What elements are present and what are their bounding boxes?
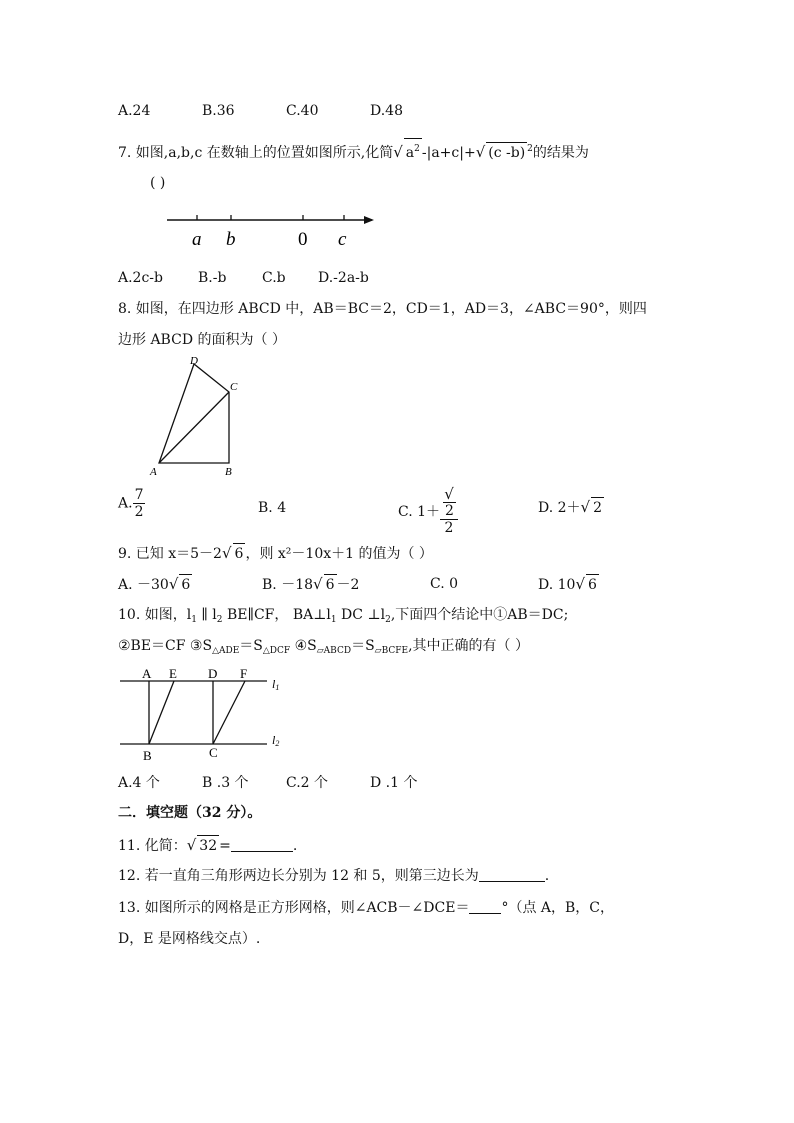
q9-option-a [118, 574, 192, 595]
q6-option-d: D.48 [370, 103, 403, 119]
q9-optB-tail: －2 [336, 577, 360, 593]
sub-ade: △ADE [212, 646, 240, 656]
q7-rad1: a [405, 145, 415, 161]
l1-sub: 1 [275, 683, 280, 692]
q8-option-c [398, 486, 458, 536]
label-e: E [169, 666, 177, 681]
sqrt-sign: √ [580, 498, 591, 516]
q8-option-d [538, 497, 604, 518]
q6-option-a: A.24 [118, 103, 151, 119]
q10-l1-b: ∥ l [196, 607, 217, 623]
denominator: 2 [444, 520, 454, 536]
label-a: A [150, 466, 157, 478]
q11-answer-blank[interactable] [231, 837, 293, 852]
q12-stem [118, 866, 549, 886]
l2-sub: 2 [275, 739, 280, 748]
denominator: 2 [134, 504, 144, 520]
q11-eq: = [219, 838, 231, 854]
radicand: 6 [179, 574, 192, 595]
sqrt-sign: √ [168, 575, 179, 593]
axis-arrow [364, 216, 374, 224]
sub-2: 2 [216, 615, 223, 625]
radicand: 2 [445, 503, 454, 519]
q9-option-d [538, 574, 599, 595]
label-a: A [142, 666, 152, 681]
sub-2: 2 [385, 615, 391, 625]
diagonal-ac [159, 392, 229, 463]
q9-option-b [262, 574, 359, 595]
q9-optD-text: D. 10 [538, 577, 576, 593]
sub-dcf: △DCF [262, 646, 291, 656]
sqrt-sign: √ [393, 143, 403, 161]
q10-stem-line2 [118, 636, 529, 661]
q10-option-c: C.2 个 [286, 775, 329, 791]
q10-l1-d: DC ⊥l [336, 607, 386, 623]
label-c: C [230, 381, 238, 393]
q9-optB-text: B. －18 [262, 577, 314, 593]
q7-answer-paren: ( ) [150, 175, 166, 191]
sqrt-sign: √ [475, 143, 486, 161]
q10-l1-c: BE∥CF， BA⊥l [222, 607, 331, 623]
q13-l1-a: 13. 如图所示的网格是正方形网格，则∠ACB－∠DCE＝ [118, 900, 470, 916]
q7-stem [118, 138, 589, 163]
q8-stem-line1: 8. 如图，在四边形 ABCD 中，AB＝BC＝2，CD＝1，AD＝3，∠ABC＝90°，则四 [118, 301, 647, 317]
q12-stem-text: 12. 若一直角三角形两边长分别为 12 和 5，则第三边长为 [118, 868, 479, 884]
sub-1: 1 [191, 615, 197, 625]
q6-option-c: C.40 [286, 103, 319, 119]
q10-l2-c: ④S [290, 638, 317, 654]
label-d: D [208, 666, 218, 681]
sub-abcd: ▱ABCD [316, 646, 352, 656]
section-2-heading: 二．填空题（32 分）。 [118, 805, 262, 821]
q10-l2-b: ＝S [239, 638, 263, 654]
label-f: F [240, 666, 248, 681]
label-l1 [272, 677, 279, 692]
q7-radicand-2 [486, 142, 527, 163]
q10-option-d: D .1 个 [370, 775, 418, 791]
q8-optA-prefix: A. [118, 495, 133, 512]
label-c: C [209, 745, 218, 760]
q7-stem-text: 7. 如图,a,b,c 在数轴上的位置如图所示,化简 [118, 145, 394, 161]
q13-answer-blank[interactable] [469, 899, 501, 914]
q7-exp2: 2 [527, 144, 533, 154]
q12-end: . [544, 868, 550, 884]
quadrilateral-abcd [159, 364, 229, 463]
sub-1: 1 [330, 615, 337, 625]
q7-number-line [160, 208, 385, 254]
q7-option-c: C.b [262, 270, 286, 286]
segment-cf [213, 681, 245, 744]
q8-optD-prefix: D. 2＋ [538, 500, 581, 516]
radicand: 32 [197, 835, 219, 856]
q13-l1-b: °（点 A，B，C， [501, 900, 615, 916]
q7-stem-end: 的结果为 [532, 145, 589, 161]
q10-l2-d: ＝S [351, 638, 375, 654]
label-d: D [190, 355, 198, 367]
label-0: 0 [298, 229, 308, 250]
q10-l2-a: ②BE＝CF ③S [118, 638, 213, 654]
q7-mid: -|a+c|+ [421, 145, 476, 161]
radicand: 6 [233, 543, 246, 564]
q11-stem-a: 11. 化简： [118, 838, 187, 854]
q6-option-b: B.36 [202, 103, 235, 119]
q10-stem-line1 [118, 605, 568, 630]
q9-stem-b: ，则 x²－10x＋1 的值为（ ） [245, 546, 433, 562]
q8-optC-prefix: C. 1＋ [398, 504, 441, 520]
fraction [440, 486, 458, 536]
q7-exp1: 2 [414, 144, 420, 154]
label-b: b [226, 229, 236, 250]
l1-letter: l [272, 677, 276, 691]
sqrt-sign: √ [186, 836, 197, 854]
q7-option-a: A.2c-b [118, 270, 164, 286]
sub-bcfe: ▱BCFE [374, 646, 409, 656]
q12-answer-blank[interactable] [479, 867, 545, 882]
q10-l1-e: ,下面四个结论中①AB＝DC; [390, 607, 569, 623]
q10-l1-a: 10. 如图，l [118, 607, 192, 623]
sqrt-sign: √ [575, 575, 586, 593]
radicand: 2 [591, 497, 604, 518]
sqrt-sign: √ [313, 575, 323, 593]
q13-stem-line2: D，E 是网格线交点）. [118, 931, 261, 947]
radicand: 6 [324, 574, 337, 595]
q10-l2-e: ,其中正确的有（ ） [408, 638, 529, 654]
label-c: c [338, 229, 347, 250]
radicand: 6 [586, 574, 599, 595]
q8-option-b: B. 4 [258, 500, 287, 516]
numerator: 7 [134, 487, 144, 503]
sqrt-sign: √ [444, 485, 454, 503]
sqrt-sign: √ [221, 544, 232, 562]
q8-quadrilateral-figure [148, 352, 248, 478]
q8-stem-line2: 边形 ABCD 的面积为（ ） [118, 332, 286, 348]
q9-stem [118, 543, 433, 564]
q9-stem-a: 9. 已知 x＝5－2 [118, 546, 222, 562]
q7-option-b: B.-b [198, 270, 227, 286]
q10-option-a: A.4 个 [118, 775, 160, 791]
l2-letter: l [272, 733, 276, 747]
q11-stem [118, 835, 297, 856]
q7-rad2: (c -b) [488, 145, 526, 161]
q7-radicand-1 [404, 138, 422, 163]
fraction [133, 487, 146, 520]
q7-option-d: D.-2a-b [318, 270, 369, 286]
label-b: B [225, 466, 232, 478]
segment-be [149, 681, 174, 744]
q9-optA-text: A. －30 [118, 577, 169, 593]
q10-option-b: B .3 个 [202, 775, 249, 791]
label-l2 [272, 733, 279, 748]
numerator [440, 486, 458, 520]
q9-option-c: C. 0 [430, 576, 459, 592]
label-a: a [192, 229, 202, 250]
q8-option-a [118, 487, 145, 520]
label-b: B [143, 748, 152, 763]
q13-stem-line1 [118, 898, 614, 918]
q11-end: . [292, 838, 298, 854]
q10-parallel-lines-figure [112, 664, 292, 764]
